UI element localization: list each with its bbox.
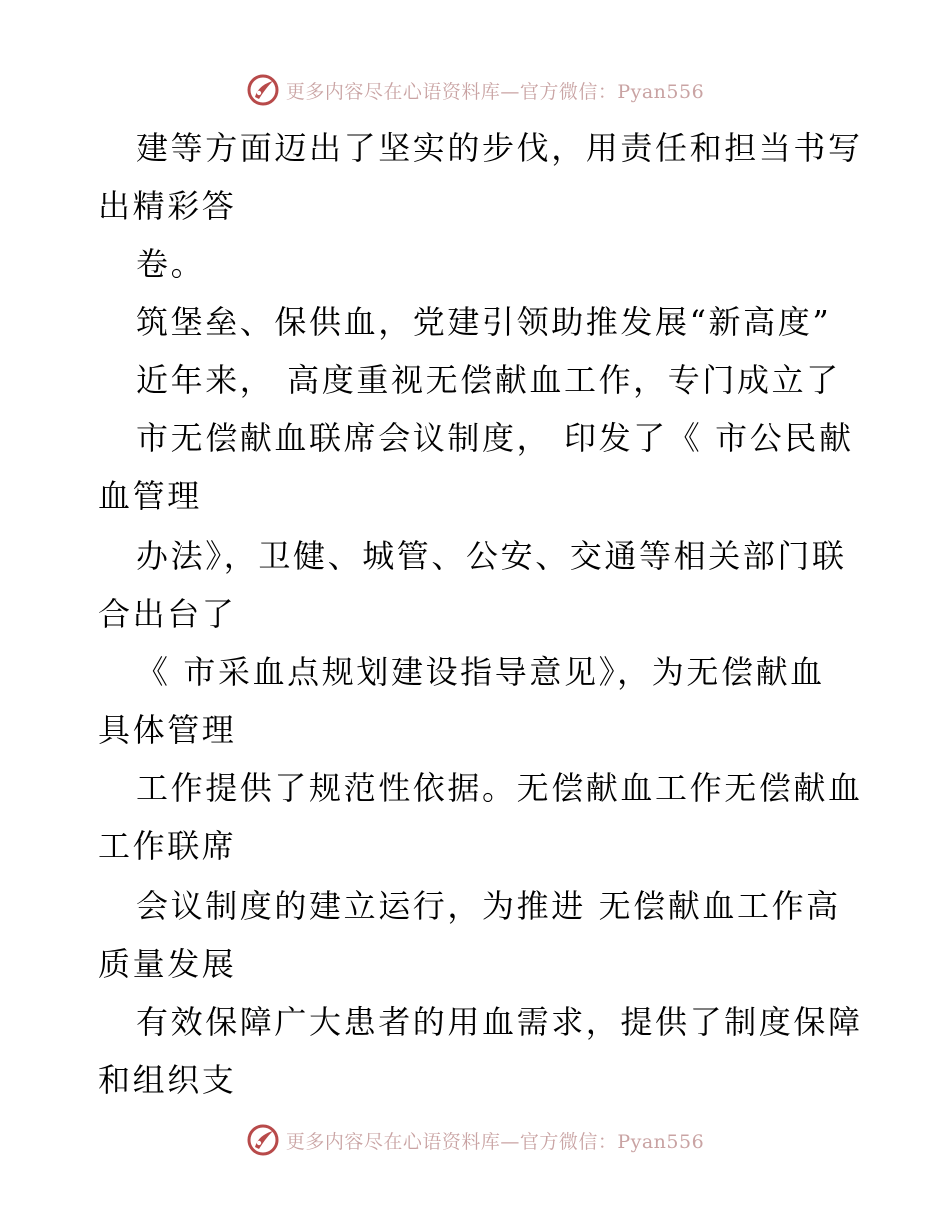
body-line: 和组织支: [98, 1061, 237, 1099]
body-line: 筑堡垒、保供血，党建引领助推发展“新高度”: [136, 303, 832, 341]
body-line: 具体管理: [98, 711, 237, 749]
footer-watermark: [0, 1120, 950, 1160]
logo-icon: [246, 73, 280, 107]
watermark-text: 更多内容尽在心语资料库—官方微信：Pyan556: [285, 80, 705, 103]
body-line: 有效保障广大患者的用血需求，提供了制度保障: [136, 1003, 863, 1041]
header-watermark: [0, 70, 950, 110]
body-line: 出精彩答: [98, 187, 237, 225]
body-line: 卷。: [136, 245, 206, 283]
logo-icon: [246, 1123, 280, 1157]
body-line: 《 市采血点规划建设指导意见》，为无偿献血: [136, 653, 825, 691]
body-line: 质量发展: [98, 945, 237, 983]
body-line: 建等方面迈出了坚实的步伐，用责任和担当书写: [136, 129, 863, 167]
body-line: 合出台了: [98, 595, 237, 633]
body-line: 血管理: [98, 477, 202, 515]
body-line: 市无偿献血联席会议制度， 印发了《 市公民献: [136, 419, 854, 457]
body-line: 办法》，卫健、城管、公安、交通等相关部门联: [136, 537, 847, 575]
watermark-text: 更多内容尽在心语资料库—官方微信：Pyan556: [285, 1130, 705, 1153]
body-line: 近年来， 高度重视无偿献血工作，专门成立了: [136, 361, 841, 399]
body-line: 工作提供了规范性依据。无偿献血工作无偿献血: [136, 769, 863, 807]
body-line: 工作联席: [98, 827, 237, 865]
body-line: 会议制度的建立运行，为推进 无偿献血工作高: [136, 887, 841, 925]
